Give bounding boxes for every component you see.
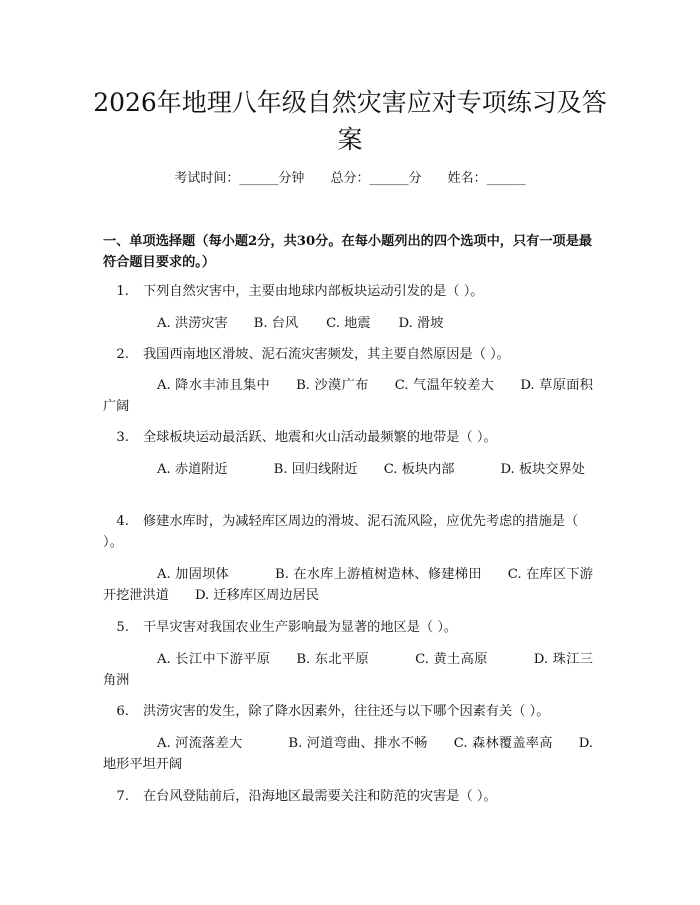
option-d: D. 草原面积广阔 [103,378,593,414]
question-text: 下列自然灾害中，主要由地球内部板块运动引发的是（ ）。 [143,284,484,299]
question-number: 5. [116,620,129,635]
question-text: 干旱灾害对我国农业生产影响最为显著的地区是（ ）。 [143,620,458,635]
question-2-options [103,375,593,417]
option-a: A. 河流落差大 [157,736,243,751]
option-b: B. 在水库上游植树造林、修建梯田 [275,567,482,582]
option-c: C. 黄土高原 [415,652,488,667]
option-c: C. 气温年较差大 [394,378,495,393]
option-b: B. 回归线附近 [273,462,358,477]
question-number: 6. [116,704,129,719]
option-d: D. 板块交界处 [500,462,585,477]
option-c: C. 地震 [326,316,371,331]
question-5 [103,617,593,638]
question-1 [103,281,593,302]
option-a: A. 长江中下游平原 [157,652,271,667]
question-number: 7. [116,789,129,804]
option-b: B. 河道弯曲、排水不畅 [288,736,428,751]
option-a: A. 降水丰沛且集中 [157,378,271,393]
option-d: D. 迁移库区周边居民 [194,588,319,603]
option-c: C. 在库区下游开挖泄洪道 [103,567,593,603]
question-4-options [103,564,593,606]
question-3-options [103,459,593,480]
option-d: D. 珠江三角洲 [103,652,593,688]
exam-time-field: 考试时间：______分钟 [174,171,305,186]
question-2 [103,344,593,365]
option-d: D. 地形平坦开阔 [103,736,593,772]
question-7 [103,786,593,807]
option-a: A. 赤道附近 [157,462,228,477]
question-text: 修建水库时，为减轻库区周边的滑坡、泥石流风险，应优先考虑的措施是（ ）。 [103,514,579,550]
question-1-options [103,313,593,334]
question-text: 我国西南地区滑坡、泥石流灾害频发，其主要自然原因是（ ）。 [143,347,510,362]
question-6 [103,701,593,722]
question-number: 1. [116,284,129,299]
document-title: 2026年地理八年级自然灾害应对专项练习及答案 [93,88,607,154]
option-b: B. 沙漠广布 [296,378,369,393]
option-a: A. 加固坝体 [157,567,229,582]
option-c: C. 森林覆盖率高 [453,736,553,751]
option-b: B. 东北平原 [296,652,370,667]
question-6-options [103,733,593,775]
section-heading: 一、单项选择题（每小题2分，共30分。在每小题列出的四个选项中，只有一项是最符合题目要求的。） [103,234,593,270]
option-c: C. 板块内部 [383,462,455,477]
option-a: A. 洪涝灾害 [157,316,228,331]
question-4 [103,511,593,553]
exam-meta [100,170,600,188]
question-text: 在台风登陆前后，沿海地区最需要关注和防范的灾害是（ ）。 [143,789,497,804]
question-5-options [103,649,593,691]
question-text: 洪涝灾害的发生，除了降水因素外，往往还与以下哪个因素有关（ ）。 [143,704,550,719]
question-3 [103,427,593,448]
question-text: 全球板块运动最活跃、地震和火山活动最频繁的地带是（ ）。 [143,430,497,445]
question-number: 4. [116,514,129,529]
student-name-field: 姓名：______ [447,171,526,186]
question-number: 2. [116,347,129,362]
total-score-field: 总分：______分 [330,171,422,186]
question-number: 3. [116,430,129,445]
option-b: B. 台风 [253,316,299,331]
option-d: D. 滑坡 [398,316,444,331]
